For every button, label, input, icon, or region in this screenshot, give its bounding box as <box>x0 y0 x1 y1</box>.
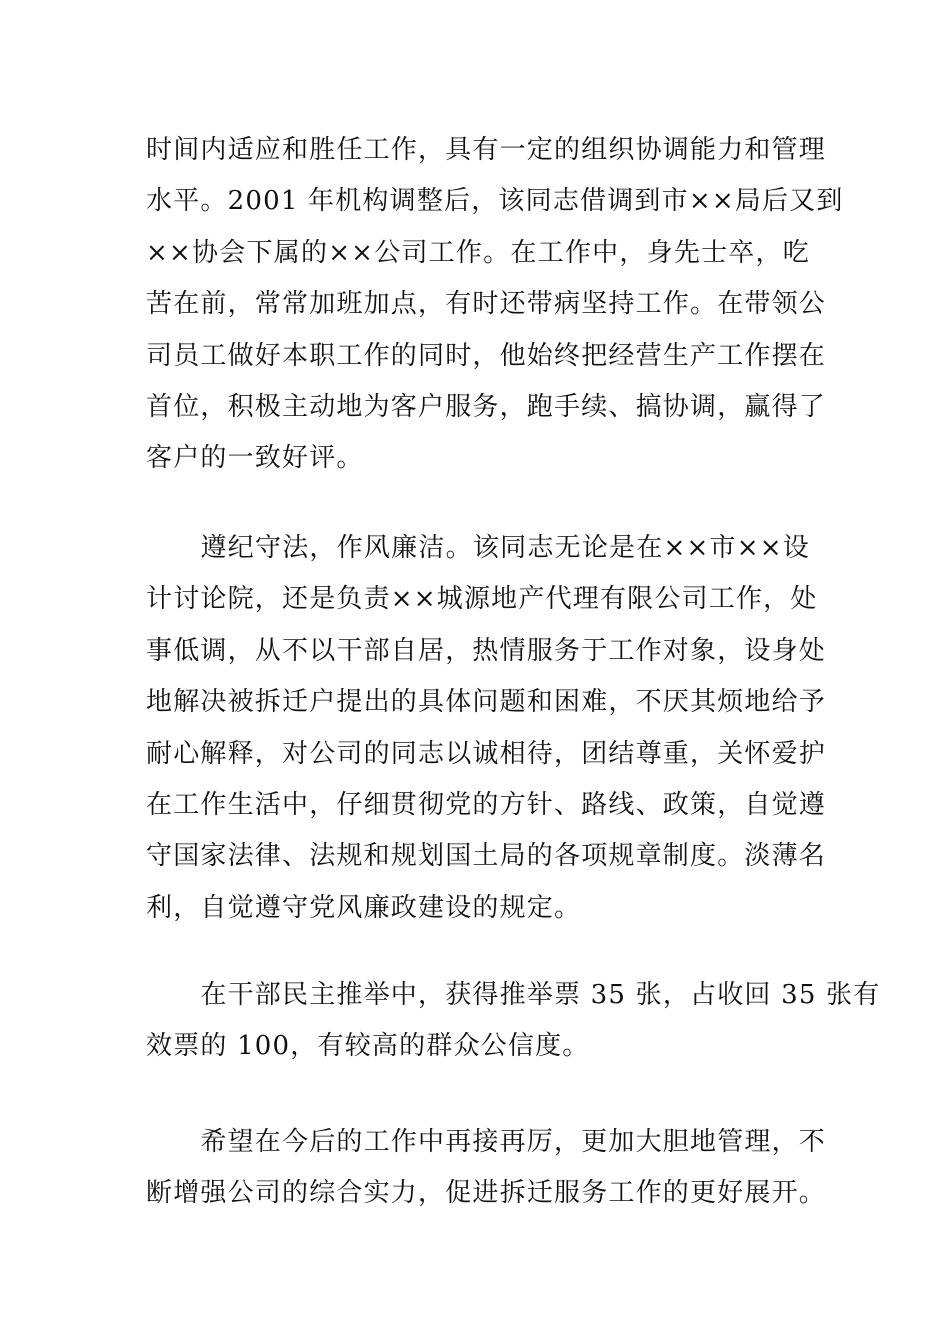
text-line: ××协会下属的××公司工作。在工作中，身先士卒，吃 <box>146 237 810 268</box>
text-line: 苦在前，常常加班加点，有时还带病坚持工作。在带领公 <box>146 289 827 320</box>
text-line: 希望在今后的工作中再接再厉，更加大胆地管理，不 <box>146 1127 827 1157</box>
text-line: 计讨论院，还是负责××城源地产代理有限公司工作，处 <box>146 584 818 615</box>
text-line: 水平。2001 年机构调整后，该同志借调到市××局后又到 <box>146 186 844 217</box>
text-line: 时间内适应和胜任工作，具有一定的组织协调能力和管理 <box>146 135 827 165</box>
paragraph-work-performance <box>146 125 844 485</box>
text-line: 在干部民主推举中，获得推举票 35 张，占收回 35 张有 <box>146 980 881 1010</box>
text-line: 在工作生活中，仔细贯彻党的方针、路线、政策，自觉遵 <box>146 790 827 821</box>
text-line: 耐心解释，对公司的同志以诚相待，团结尊重，关怀爱护 <box>146 738 827 769</box>
text-line: 效票的 100，有较高的群众公信度。 <box>146 1031 590 1062</box>
text-line: 利，自觉遵守党风廉政建设的规定。 <box>146 892 582 923</box>
paragraph-integrity <box>146 523 827 934</box>
paragraph-expectation <box>146 1117 827 1220</box>
text-line: 客户的一致好评。 <box>146 443 364 474</box>
text-line: 守国家法律、法规和规划国土局的各项规章制度。淡薄名 <box>146 841 827 872</box>
text-line: 断增强公司的综合实力，促进拆迁服务工作的更好展开。 <box>146 1178 827 1209</box>
paragraph-recommendation-votes <box>146 970 881 1073</box>
text-line: 遵纪守法，作风廉洁。该同志无论是在××市××设 <box>146 533 810 563</box>
text-line: 事低调，从不以干部自居，热情服务于工作对象，设身处 <box>146 635 827 666</box>
text-line: 司员工做好本职工作的同时，他始终把经营生产工作摆在 <box>146 340 827 371</box>
text-line: 地解决被拆迁户提出的具体问题和困难，不厌其烦地给予 <box>146 687 827 718</box>
text-line: 首位，积极主动地为客户服务，跑手续、搞协调，赢得了 <box>146 392 827 423</box>
